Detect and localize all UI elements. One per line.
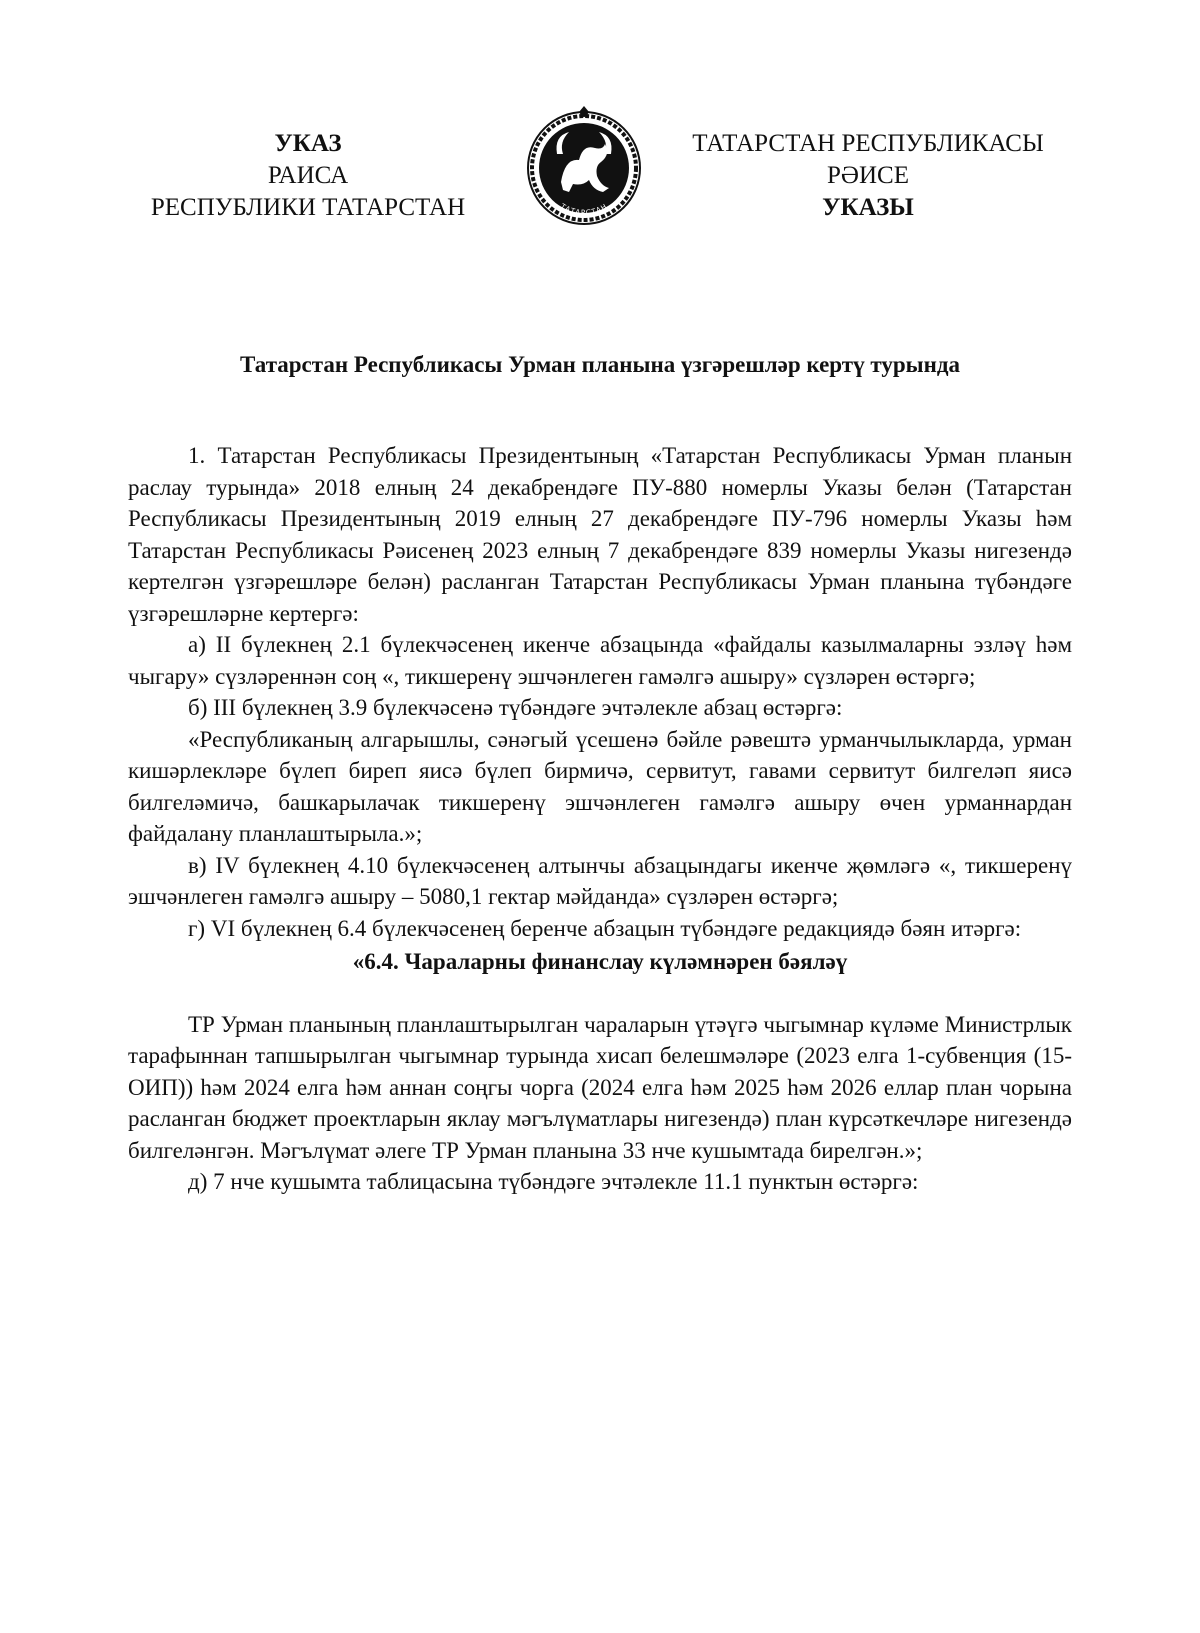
header-tatar bbox=[668, 128, 1068, 224]
header-left-line2: РАИСА bbox=[267, 162, 349, 189]
paragraph-quote: «Республиканың алгарышлы, сәнәгый үсешенә бәйле рәвештә урманчылыкларда, урман кишәрлекләре бүлеп биреп яисә бүлеп бирмичә, сервитут, гавами сервитут билгеләп яисә билгеләмичә, башкарылачак тикшеренү эшчәнлеген гамәлгә ашыру өчен урманнардан файдалану планлаштырыла.»; bbox=[128, 726, 1072, 846]
section-heading: «6.4. Чараларны финанслау күләмнәрен бәяләү bbox=[352, 949, 848, 974]
paragraph-b: б) III бүлекнең 3.9 бүлекчәсенә түбәндәге эчтәлекле абзац өстәргә: bbox=[188, 695, 843, 720]
document-body bbox=[128, 440, 1072, 1198]
header-right-line3: УКАЗЫ bbox=[822, 194, 914, 221]
header-left-line3: РЕСПУБЛИКИ ТАТАРСТАН bbox=[150, 194, 466, 221]
header-left-line1: УКАЗ bbox=[274, 130, 342, 157]
paragraph-v: в) IV бүлекнең 4.10 бүлекчәсенең алтынчы абзацындагы икенче җөмләгә «, тикшеренү эшчәнлеген гамәлгә ашыру – 5080,1 гектар мәйданда» сүзләрен өстәргә; bbox=[128, 852, 1072, 909]
paragraph-d: д) 7 нче кушымта таблицасына түбәндәге эчтәлекле 11.1 пунктын өстәргә: bbox=[188, 1169, 919, 1194]
paragraph-a: а) II бүлекнең 2.1 бүлекчәсенең икенче абзацында «файдалы казылмаларны эзләү һәм чыгару» сүзләреннән соң «, тикшеренү эшчәнлеген гамәлгә ашыру» сүзләрен өстәргә; bbox=[128, 632, 1072, 689]
paragraph-section-body: ТР Урман планының планлаштырылган чараларын үтәүгә чыгымнар күләме Министрлык тарафыннан тапшырылган чыгымнар турында хисап белешмәләре (2023 елга 1-субвенция (15-ОИП)) һәм 2024 елга һәм аннан соңгы чорга (2024 елга һәм 2025 һәм 2026 еллар план чорына расланган бюджет проектларын яклау мәгълүматлары нигезендә) план күрсәткечләре нигезендә билгеләнгән. Мәгълүмат әлеге ТР Урман планына 33 нче кушымтада бирелгән.»; bbox=[128, 1011, 1072, 1163]
header-right-line2: РӘИСЕ bbox=[827, 162, 909, 189]
header-russian bbox=[118, 128, 498, 224]
document-title: Татарстан Республикасы Урман планына үзгәрешләр кертү турында bbox=[240, 352, 960, 377]
paragraph-g: г) VI бүлекнең 6.4 бүлекчәсенең беренче абзацын түбәндәге редакциядә бәян итәргә: bbox=[188, 915, 1022, 941]
header-right-line1: ТАТАРСТАН РЕСПУБЛИКАСЫ bbox=[692, 130, 1044, 157]
coat-of-arms-emblem bbox=[519, 100, 649, 230]
emblem-lettering: ТАТАРСТАН bbox=[559, 202, 609, 217]
paragraph-1: 1. Татарстан Республикасы Президентының «Татарстан Республикасы Урман планын раслау турында» 2018 елның 24 декабрендәге ПУ-880 номерлы Указы белән (Татарстан Республикасы Президентының 2019 елның 27 декабрендәге ПУ-796 номерлы Указы һәм Татарстан Республикасы Рәисенең 2023 елның 7 декабрендәге 839 номерлы Указы нигезендә кертелгән үзгәрешләре белән) расланган Татарстан Республикасы Урман планына түбәндәге үзгәрешләрне кертергә: bbox=[128, 443, 1072, 626]
